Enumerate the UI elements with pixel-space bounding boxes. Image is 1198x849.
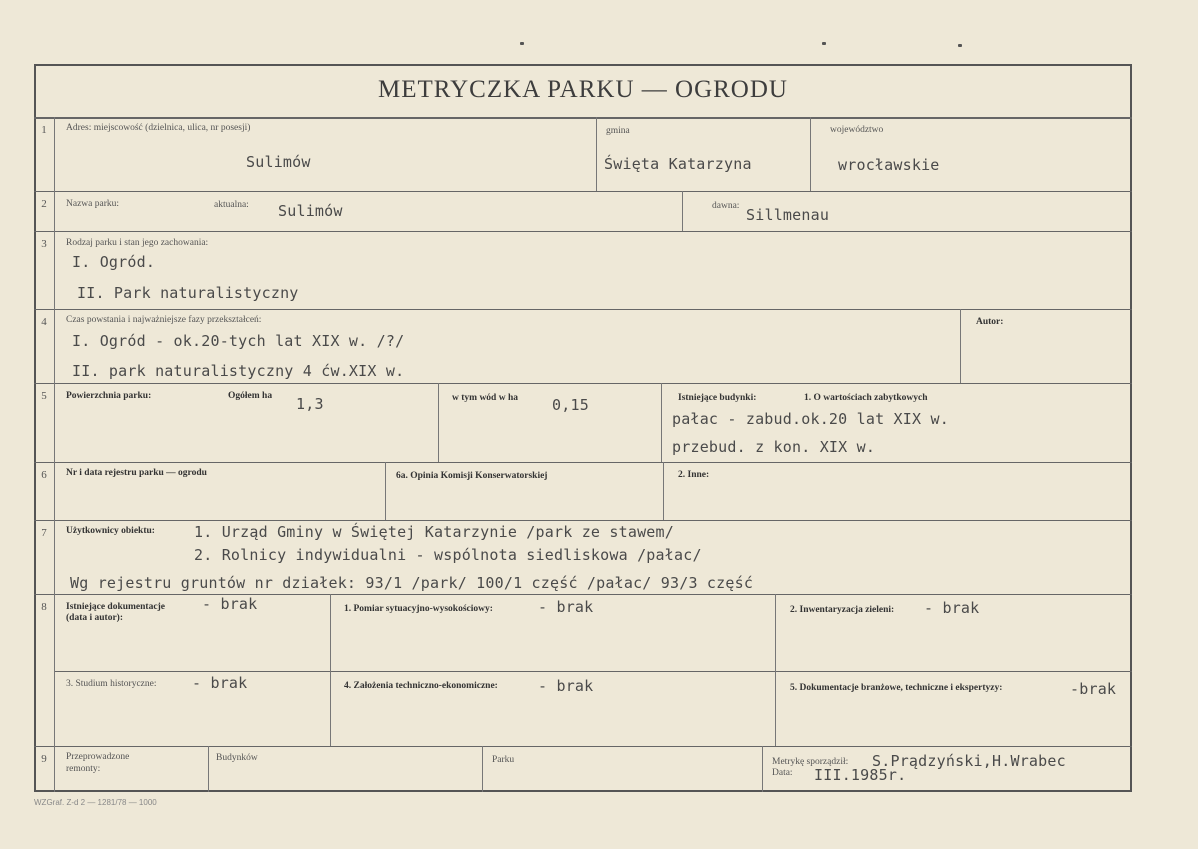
industry-docs-value: -brak [1070, 680, 1117, 698]
users-label: Użytkownicy obiektu: [66, 526, 155, 536]
form-title: METRYCZKA PARKU — OGRODU [378, 76, 788, 103]
address-value: Sulimów [246, 153, 311, 171]
heritage-buildings-label: 1. O wartościach zabytkowych [804, 393, 928, 403]
prepared-by-label: Metrykę sporządził: [772, 757, 849, 767]
cell-divider [810, 117, 811, 191]
survey-label: 1. Pomiar sytuacyjno-wysokościowy: [344, 604, 493, 614]
gmina-value: Święta Katarzyna [604, 155, 752, 173]
wojewodztwo-label: województwo [830, 125, 884, 135]
paper-speck [958, 44, 962, 47]
row-divider [34, 309, 1132, 310]
total-area-label: Ogółem ha [228, 391, 273, 401]
prepared-by-value: S.Prądzyński,H.Wrabec [872, 752, 1066, 770]
address-label: Adres: miejscowość (dzielnica, ulica, nr posesji) [66, 123, 251, 133]
row-divider [34, 594, 1132, 595]
row-number: 7 [41, 527, 47, 539]
register-label: Nr i data rejestru parku — ogrodu [66, 468, 207, 478]
row-number: 8 [41, 601, 47, 613]
techno-economic-value: - brak [538, 677, 594, 695]
park-renovation-label: Parku [492, 755, 515, 765]
paper-speck [822, 42, 826, 45]
row-divider [34, 462, 1132, 463]
land-register-line: Wg rejestru gruntów nr działek: 93/1 /park/ 100/1 część /pałac/ 93/3 część [70, 574, 754, 592]
number-column-line [54, 117, 55, 792]
cell-divider [775, 594, 776, 746]
renovations-label: remonty: [66, 764, 101, 774]
buildings-line: pałac - zabud.ok.20 lat XIX w. [672, 410, 949, 428]
row-divider [34, 117, 1132, 119]
renovations-label: Przeprowadzone [66, 752, 130, 762]
commission-opinion-label: 6a. Opinia Komisji Konserwatorskiej [396, 471, 548, 481]
techno-economic-label: 4. Założenia techniczno-ekonomiczne: [344, 681, 498, 691]
row-divider [34, 520, 1132, 521]
greenery-inventory-value: - brak [924, 599, 980, 617]
documentation-value: - brak [202, 595, 258, 613]
industry-docs-label: 5. Dokumentacje branżowe, techniczne i ekspertyzy: [790, 683, 1003, 693]
row-divider [34, 191, 1132, 192]
row-divider [34, 231, 1132, 232]
cell-divider [663, 462, 664, 520]
history-label: Czas powstania i najważniejsze fazy przekształceń: [66, 315, 262, 325]
users-line: 1. Urząd Gminy w Świętej Katarzynie /park ze stawem/ [194, 523, 674, 541]
paper-speck [520, 42, 524, 45]
row-number: 1 [41, 124, 47, 136]
history-line: I. Ogród - ok.20-tych lat XIX w. /?/ [72, 332, 405, 350]
survey-value: - brak [538, 598, 594, 616]
park-type-line: II. Park naturalistyczny [77, 284, 299, 302]
buildings-line: przebud. z kon. XIX w. [672, 438, 876, 456]
cell-divider [385, 462, 386, 520]
row-divider [34, 746, 1132, 747]
current-name-label: aktualna: [214, 200, 249, 210]
water-area-value: 0,15 [552, 396, 589, 414]
documentation-label: Istniejące dokumentacje [66, 602, 165, 612]
water-area-label: w tym wód w ha [452, 393, 518, 403]
buildings-label: Istniejące budynki: [678, 393, 757, 403]
date-label: Data: [772, 768, 793, 778]
current-name-value: Sulimów [278, 202, 343, 220]
row-number: 6 [41, 469, 47, 481]
row-number: 3 [41, 238, 47, 250]
historical-study-value: - brak [192, 674, 248, 692]
total-area-value: 1,3 [296, 395, 324, 413]
history-line: II. park naturalistyczny 4 ćw.XIX w. [72, 362, 405, 380]
row-number: 5 [41, 390, 47, 402]
cell-divider [960, 309, 961, 383]
other-buildings-label: 2. Inne: [678, 470, 710, 480]
wojewodztwo-value: wrocławskie [838, 156, 940, 174]
author-label: Autor: [976, 317, 1004, 327]
cell-divider [438, 383, 439, 462]
row-number: 4 [41, 316, 47, 328]
park-type-label: Rodzaj parku i stan jego zachowania: [66, 238, 209, 248]
cell-divider [762, 746, 763, 792]
cell-divider [330, 594, 331, 746]
row-number: 9 [41, 753, 47, 765]
cell-divider [482, 746, 483, 792]
park-type-line: I. Ogród. [72, 253, 156, 271]
cell-divider [661, 383, 662, 462]
historical-study-label: 3. Studium historyczne: [66, 679, 157, 689]
row-number: 2 [41, 198, 47, 210]
cell-divider [596, 117, 597, 191]
printer-footer: WZGraf. Z-d 2 — 1281/78 — 1000 [34, 798, 157, 807]
former-name-label: dawna: [712, 201, 740, 211]
documentation-label: (data i autor): [66, 613, 123, 623]
row-divider [54, 671, 1132, 672]
date-value: III.1985r. [814, 766, 907, 784]
row-divider [34, 383, 1132, 384]
cell-divider [682, 191, 683, 231]
area-label: Powierzchnia parku: [66, 391, 152, 401]
gmina-label: gmina [606, 126, 630, 136]
greenery-inventory-label: 2. Inwentaryzacja zieleni: [790, 605, 895, 615]
buildings-renovation-label: Budynków [216, 753, 258, 763]
users-line: 2. Rolnicy indywidualni - wspólnota siedliskowa /pałac/ [194, 546, 702, 564]
park-name-label: Nazwa parku: [66, 199, 120, 209]
former-name-value: Sillmenau [746, 206, 830, 224]
cell-divider [208, 746, 209, 792]
